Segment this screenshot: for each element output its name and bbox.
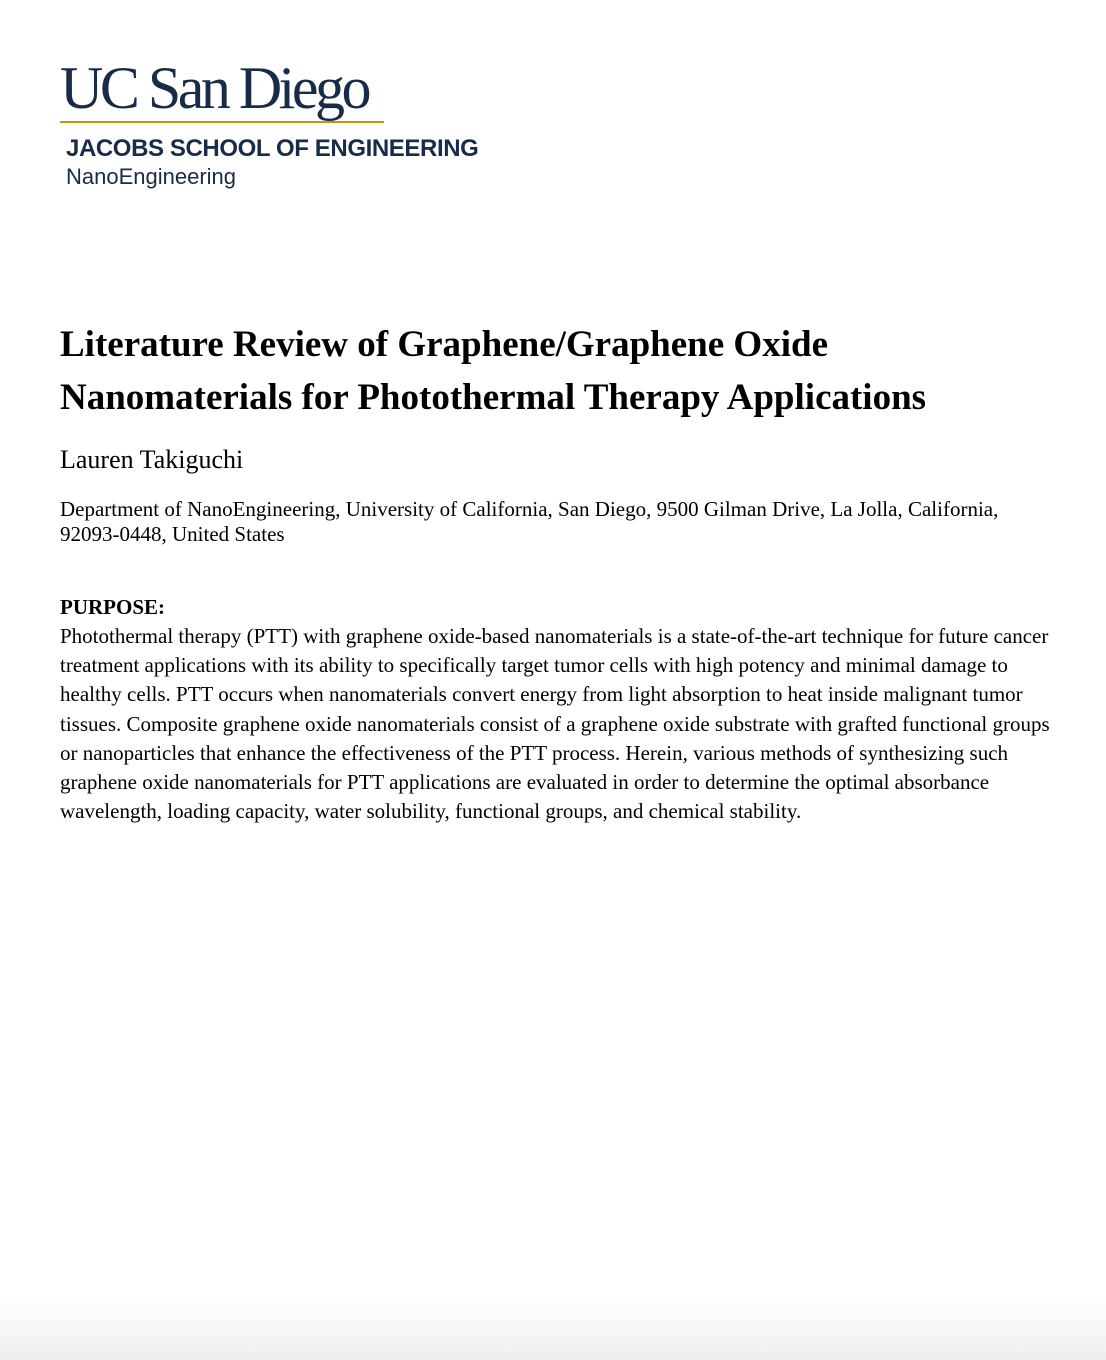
logo-school-name: JACOBS SCHOOL OF ENGINEERING: [66, 135, 479, 162]
purpose-body: Photothermal therapy (PTT) with graphene oxide-based nanomaterials is a state-of-the-art technique for future cancer treatment applications with its ability to specifically target tumor cells with high potency and minimal damage to healthy cells. PTT occurs when nanomaterials convert energy from light absorption to heat inside malignant tumor tissues. Composite graphene oxide nanomaterials consist of a graphene oxide substrate with grafted functional groups or nanoparticles that enhance the effectiveness of the PTT process. Herein, various methods of synthesizing such graphene oxide nanomaterials for PTT applications are evaluated in order to determine the optimal absorbance wavelength, loading capacity, water solubility, functional groups, and chemical stability.: [60, 624, 1050, 824]
author-name: Lauren Takiguchi: [60, 445, 244, 474]
logo-wordmark: UC San Diego: [60, 55, 368, 121]
page-bottom-shade: [0, 1300, 1106, 1360]
paper-title: Literature Review of Graphene/Graphene Oxide Nanomaterials for Photothermal Therapy Applications: [60, 324, 927, 418]
logo-department-name: NanoEngineering: [66, 164, 237, 189]
ucsd-logo: [60, 55, 479, 190]
purpose-section: [60, 593, 1050, 826]
purpose-heading: PURPOSE:: [60, 595, 165, 619]
logo-gold-rule: [60, 121, 384, 123]
author-affiliation: Department of NanoEngineering, University of California, San Diego, 9500 Gilman Drive, La Jolla, California, 92093-0448, United States: [60, 497, 999, 546]
